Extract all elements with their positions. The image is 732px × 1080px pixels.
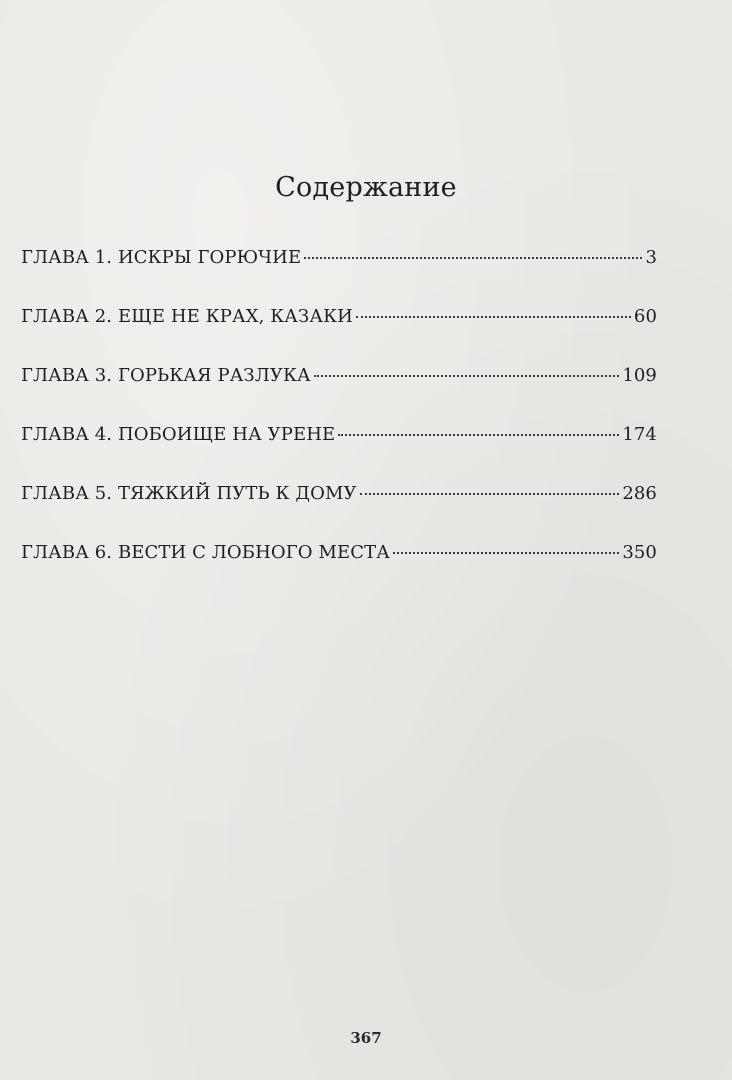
page-number: 367 [350, 1029, 382, 1047]
toc-entry-page: 286 [622, 483, 657, 504]
dot-leader [356, 316, 631, 318]
toc-entry-page: 174 [622, 424, 657, 445]
toc-entry-2[interactable] [21, 306, 657, 335]
page-title: Содержание [275, 172, 457, 203]
toc-entry-page: 350 [622, 542, 657, 563]
toc-entry-label: ГЛАВА 2. ЕЩЕ НЕ КРАХ, КАЗАКИ [21, 306, 353, 327]
dot-leader [314, 375, 620, 377]
toc-entry-1[interactable] [21, 247, 657, 276]
toc-entry-3[interactable] [21, 365, 657, 394]
toc-entry-6[interactable] [21, 542, 657, 571]
toc-entry-4[interactable] [21, 424, 657, 453]
toc-entry-page: 60 [633, 306, 657, 327]
toc-entry-label: ГЛАВА 4. ПОБОИЩЕ НА УРЕНЕ [21, 424, 336, 445]
toc-entry-label: ГЛАВА 3. ГОРЬКАЯ РАЗЛУКА [21, 365, 311, 386]
toc-entry-label: ГЛАВА 5. ТЯЖКИЙ ПУТЬ К ДОМУ [21, 483, 357, 504]
toc-entry-page: 109 [622, 365, 657, 386]
toc-entry-label: ГЛАВА 6. ВЕСТИ С ЛОБНОГО МЕСТА [21, 542, 390, 563]
dot-leader [338, 434, 619, 436]
toc-entry-page: 3 [645, 247, 657, 268]
dot-leader [360, 493, 620, 495]
table-of-contents [21, 247, 657, 601]
dot-leader [393, 552, 619, 554]
toc-entry-5[interactable] [21, 483, 657, 512]
dot-leader [304, 257, 642, 259]
toc-entry-label: ГЛАВА 1. ИСКРЫ ГОРЮЧИЕ [21, 247, 302, 268]
